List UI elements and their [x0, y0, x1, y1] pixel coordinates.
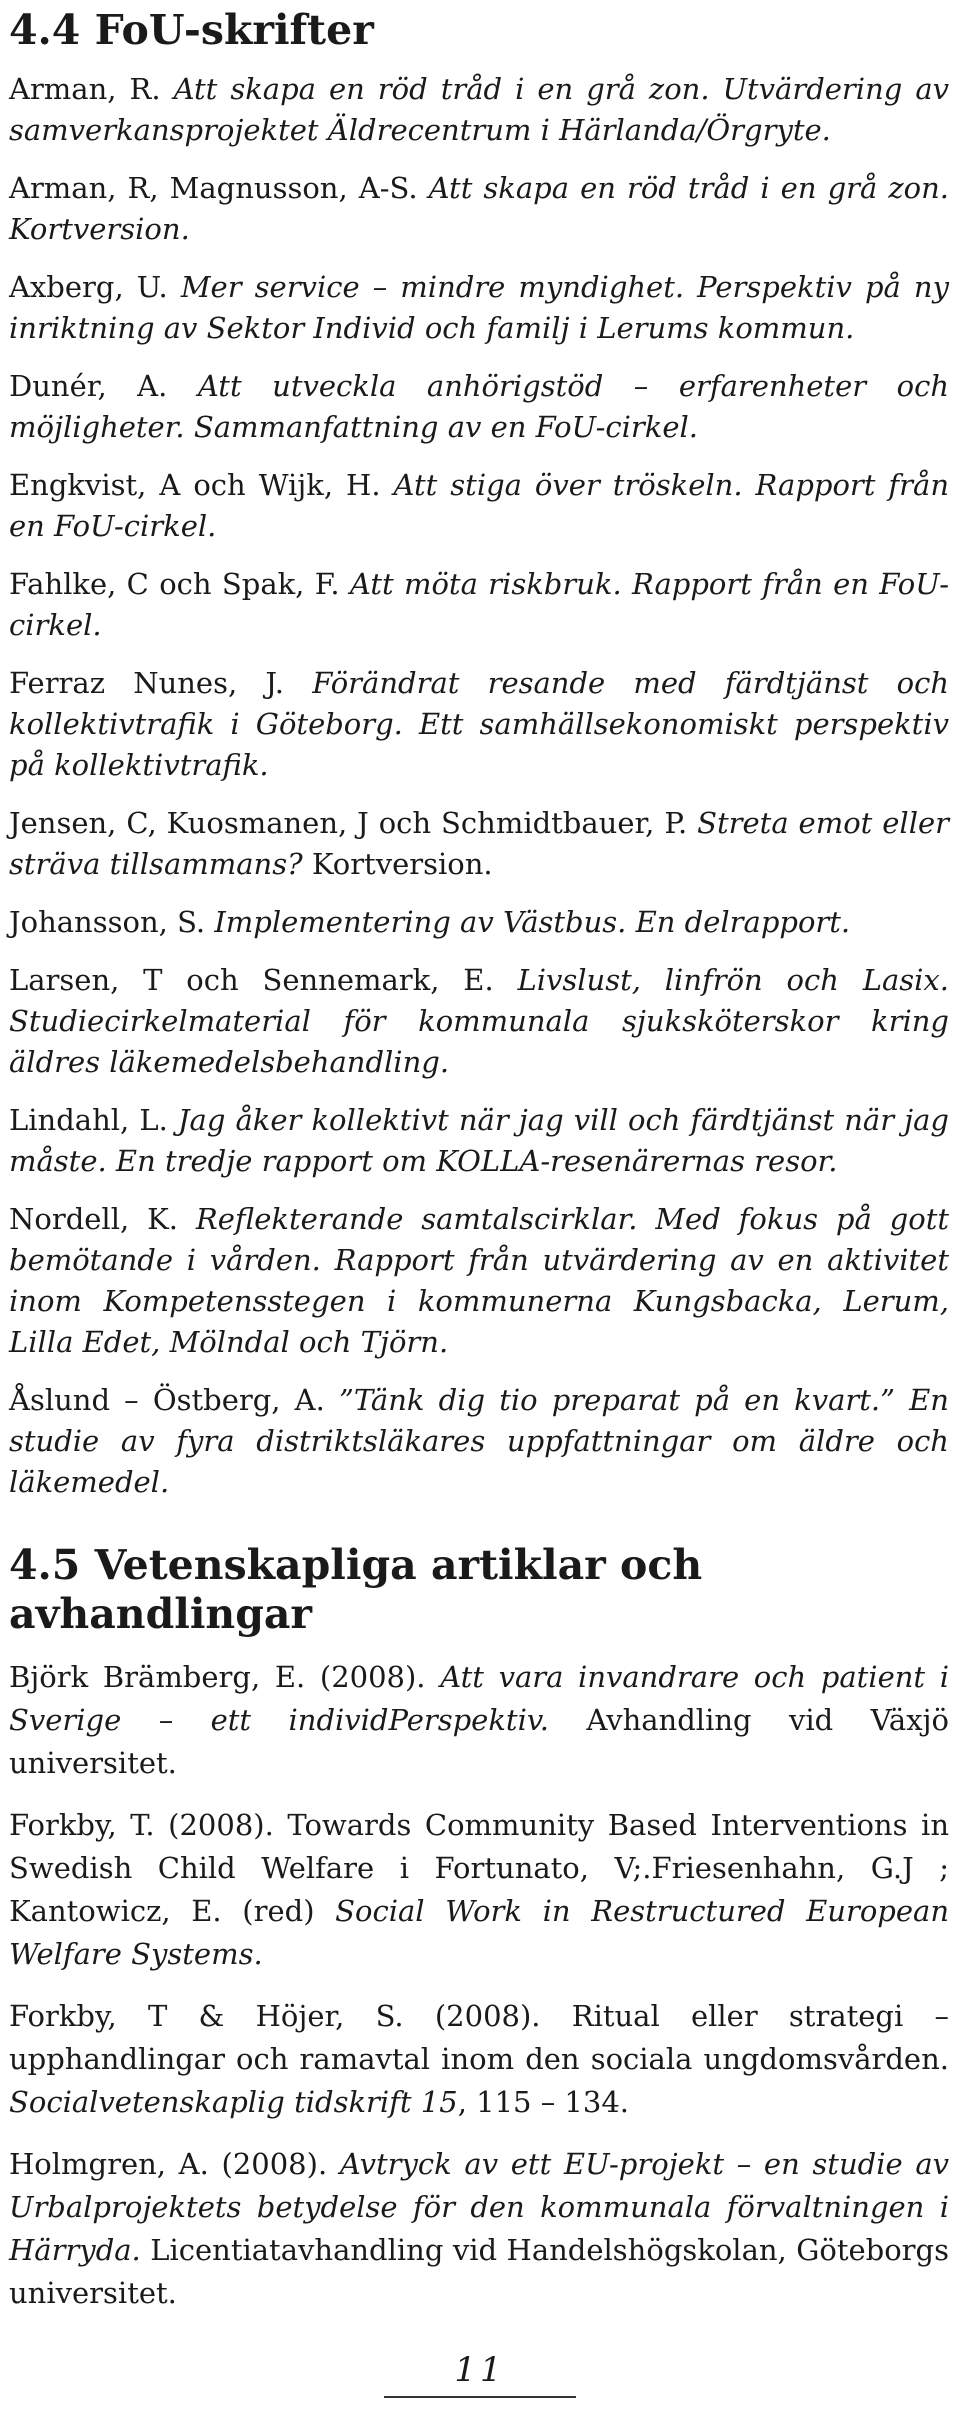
reference-entry [9, 465, 949, 547]
reference-text: Fahlke, C och Spak, F. [9, 567, 350, 602]
reference-title-text: Att skapa en röd tråd i en grå zon. Kortversion. [9, 171, 949, 247]
reference-title-text: Social Work in Restructured European Welfare Systems. [9, 1893, 949, 1971]
reference-title-text: Förändrat resande med färdtjänst och kollektivtrafik i Göteborg. Ett samhällsekonomiskt perspektiv på kollektivtrafik. [9, 666, 949, 783]
reference-entry [9, 168, 949, 250]
reference-title-text: Streta emot eller sträva tillsammans? [9, 806, 949, 882]
reference-title-text: Att vara invandrare och patient i Sverige – ett individPerspektiv. [9, 1659, 949, 1737]
reference-title-text: Mer service – mindre myndighet. Perspektiv på ny inriktning av Sektor Individ och familj i Lerums kommun. [9, 270, 949, 346]
reference-title-text: Att skapa en röd tråd i en grå zon. Utvärdering av samverkansprojektet Äldrecentrum i Härlanda/Örgryte. [9, 72, 949, 148]
reference-text: Forkby, T. (2008). Towards Community Based Interventions in Swedish Child Welfare i Fortunato, V;.Friesenhahn, G.J ; Kantowicz, E. (red) [9, 1807, 949, 1928]
footer-rule [384, 2396, 576, 2398]
reference-entry [9, 1199, 949, 1363]
reference-text: Dunér, A. [9, 369, 198, 404]
reference-entry [9, 564, 949, 646]
section-fou-skrifter [9, 0, 949, 1503]
reference-entry [9, 960, 949, 1083]
reference-title-text: Jag åker kollektivt när jag vill och färdtjänst när jag måste. En tredje rapport om KOLLA-resenärernas resor. [9, 1103, 949, 1179]
reference-text: , 115 – 134. [457, 2084, 629, 2119]
reference-entry [9, 69, 949, 151]
section-heading: 4.4 FoU-skrifter [9, 6, 374, 54]
reference-entry [9, 1804, 949, 1976]
reference-title-text: Att möta riskbruk. Rapport från en FoU-cirkel. [9, 567, 949, 643]
reference-text: Björk Brämberg, E. (2008). [9, 1659, 441, 1694]
page-number: 11 [454, 2350, 506, 2390]
reference-title-text: Att utveckla anhörigstöd – erfarenheter och möjligheter. Sammanfattning av en FoU-cirkel. [9, 369, 949, 445]
reference-entry [9, 803, 949, 885]
reference-title-text: Implementering av Västbus. En delrapport. [214, 905, 851, 940]
reference-title-text: ”Tänk dig tio preparat på en kvart.” En studie av fyra distriktsläkares uppfattningar om äldre och läkemedel. [9, 1383, 949, 1500]
reference-title-text: Att stiga över tröskeln. Rapport från en FoU-cirkel. [9, 468, 949, 544]
reference-text: Kortversion. [302, 847, 493, 882]
reference-text: Avhandling vid Växjö universitet. [9, 1702, 950, 1780]
reference-title-text: Reflekterande samtalscirklar. Med fokus på gott bemötande i vården. Rapport från utvärdering av en aktivitet inom Kompetensstegen i kommunerna Kungsbacka, Lerum, Lilla Edet, Mölndal och Tjörn. [9, 1202, 950, 1360]
reference-entry [9, 1100, 949, 1182]
page-footer [0, 2350, 960, 2398]
reference-text: Johansson, S. [9, 905, 215, 940]
reference-entry [9, 2143, 949, 2315]
reference-text: Lindahl, L. [9, 1103, 178, 1138]
reference-text: Licentiatavhandling vid Handelshögskolan, Göteborgs universitet. [9, 2232, 949, 2310]
reference-entry [9, 1656, 949, 1785]
reference-text: Larsen, T och Sennemark, E. [9, 963, 518, 998]
reference-text: Engkvist, A och Wijk, H. [9, 468, 394, 503]
reference-list [9, 1656, 949, 2315]
reference-list [9, 69, 949, 1503]
section-vetenskapliga-artiklar [9, 1541, 949, 2314]
reference-title-text: Socialvetenskaplig tidskrift 15 [9, 2084, 458, 2119]
reference-text: Arman, R. [9, 72, 174, 107]
reference-text: Jensen, C, Kuosmanen, J och Schmidtbauer, P. [9, 806, 698, 841]
reference-text: Nordell, K. [9, 1202, 196, 1237]
reference-text: Ferraz Nunes, J. [9, 666, 313, 701]
reference-entry [9, 366, 949, 448]
reference-text: Forkby, T & Höjer, S. (2008). Ritual eller strategi – upphandlingar och ramavtal inom den sociala ungdomsvården. [9, 1998, 949, 2076]
reference-text: Åslund – Östberg, A. [9, 1383, 340, 1418]
reference-title-text: Avtryck av ett EU-projekt – en studie av Urbalprojektets betydelse för den kommunala förvaltningen i Härryda. [9, 2146, 949, 2267]
document-page [9, 0, 949, 2334]
reference-entry [9, 1380, 949, 1503]
reference-text: Arman, R, Magnusson, A-S. [9, 171, 429, 206]
reference-title-text: Livslust, linfrön och Lasix. Studiecirkelmaterial för kommunala sjuksköterskor kring äldres läkemedelsbehandling. [9, 963, 949, 1080]
reference-text: Holmgren, A. (2008). [9, 2146, 340, 2181]
reference-entry [9, 902, 949, 943]
reference-text: Axberg, U. [9, 270, 181, 305]
reference-entry [9, 267, 949, 349]
reference-entry [9, 1995, 949, 2124]
section-heading: 4.5 Vetenskapliga artiklar och avhandlingar [9, 1541, 703, 1639]
reference-entry [9, 663, 949, 786]
